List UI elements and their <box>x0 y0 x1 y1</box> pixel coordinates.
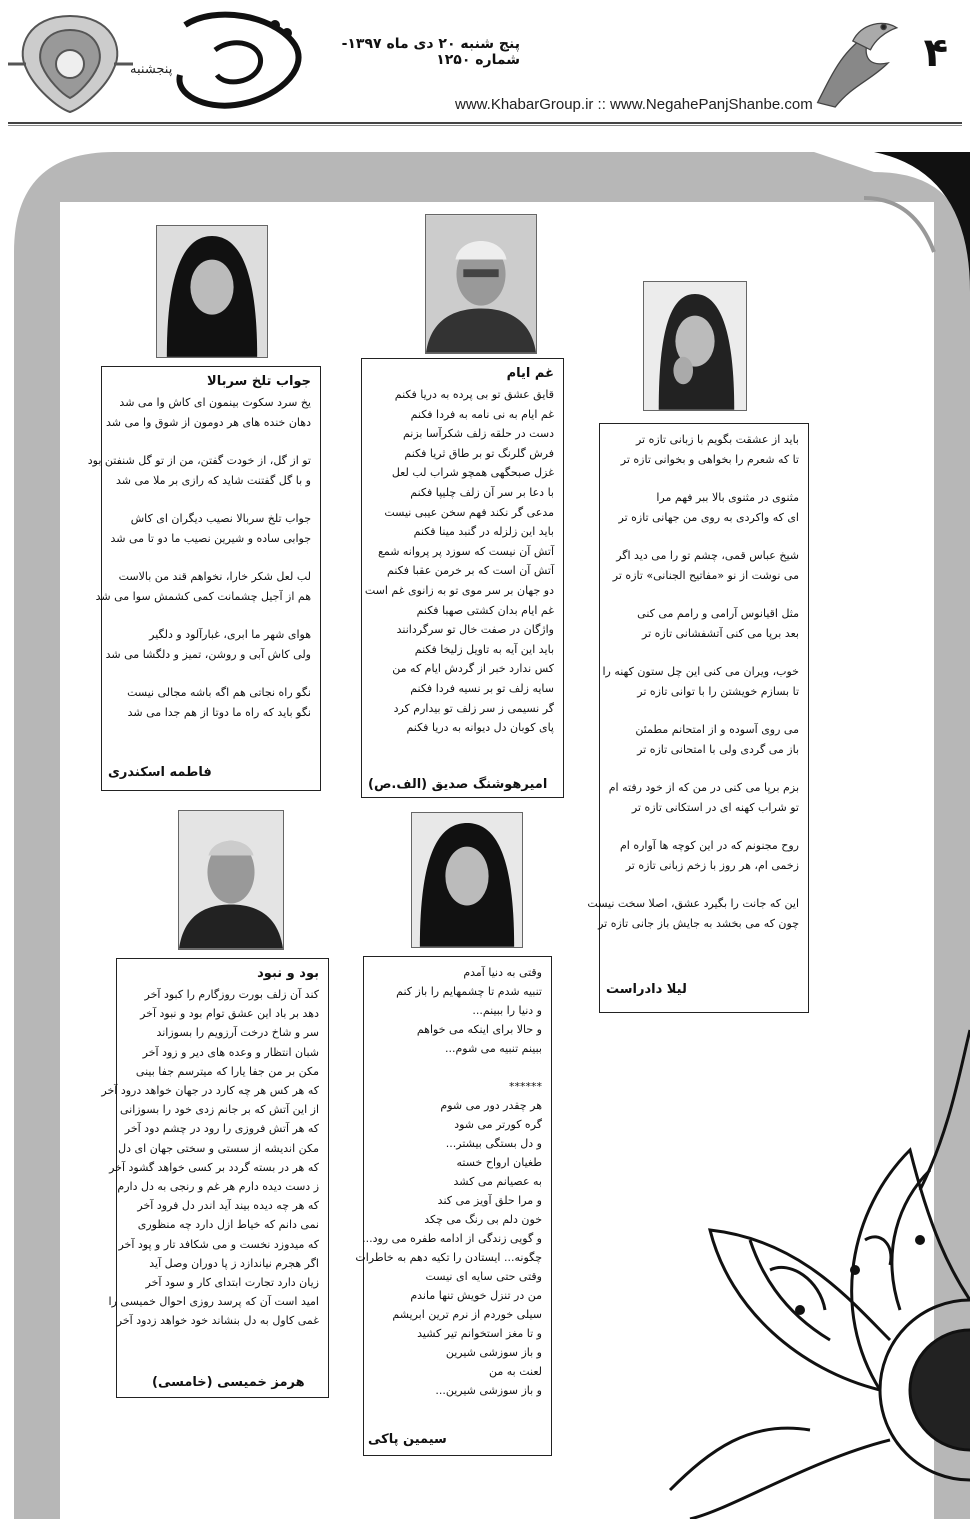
poem-title: جواب تلخ سربالا <box>207 374 311 389</box>
stanza <box>609 720 799 759</box>
poem-line: چگونه... ایستادن را تکیه دهم به خاطرات <box>355 1251 542 1264</box>
poem-line: مکن اندیشه از سستی و سختی جهان ای دل <box>118 1141 319 1155</box>
poem-line: بزم برپا می کنی در من که از خود رفته ام <box>608 781 799 794</box>
poem-line: که هر چه دیده بیند آید اندر دل فرود آخر <box>137 1199 319 1213</box>
poem-line: کس ندارد خبر از گردش ایام که من <box>392 662 554 676</box>
poem-line: سایه زلف تو بر نسیه فردا فکنم <box>410 681 554 695</box>
poem-line: و باز سوزشی شیرین <box>445 1346 542 1359</box>
poem-line: ولی کاش آبی و روشن، تمیز و دلگشا می شد <box>105 647 311 661</box>
portrait-leila-dadrast <box>643 281 747 411</box>
man-portrait-icon <box>179 811 283 949</box>
ornament-left <box>8 8 133 118</box>
poem-line: که میدوزد نخست و می شکافد تار و پود آخر <box>118 1237 319 1251</box>
poem-line: طغیان ارواح خسته <box>456 1156 542 1169</box>
portrait-hormoz-khamisi <box>178 810 284 950</box>
poem-line: می روی آسوده و از امتحانم مطمئن <box>635 723 799 736</box>
stanza <box>105 625 311 664</box>
poem-line: یخ سرد سکوت بینمون ای کاش وا می شد <box>119 396 311 409</box>
poem-line: هم از آجیل چشمانت کمی کشمش سوا می شد <box>95 589 311 603</box>
poem-line: گره کورتر می شود <box>454 1118 542 1131</box>
poem-line: نگو راه نجاتی هم اگه باشه مجالی نیست <box>127 686 311 699</box>
poem-line: هر چقدر دور می شوم <box>440 1099 542 1112</box>
poem-line: شبان انتظار و وعده های دیر و زود آخر <box>142 1045 319 1059</box>
poem-line: و دل بستگی بیشتر... <box>445 1137 542 1150</box>
poem-line: می نوشت از نو «مفاتیح الجنانی» تازه تر <box>612 568 799 582</box>
poem-line: و گویی زندگی از ادامه طفره می رود... <box>362 1232 542 1245</box>
poem-line: این که جانت را بگیرد عشق، اصلا سخت نیست <box>587 897 799 910</box>
woman-portrait-icon <box>644 282 746 410</box>
poem-line: جوابی ساده و شیرین نصیب ما دو تا می شد <box>110 531 311 545</box>
poem-line: زخمی ام، هر روز با زخم زبانی تازه تر <box>625 858 799 872</box>
poem-line: سیلی خوردم از نرم ترین ابریشم <box>392 1308 542 1321</box>
stanza <box>373 963 542 1058</box>
poem-line: مثل اقیانوس آرامی و رامم می کنی <box>637 607 799 620</box>
mandala-decoration <box>650 1010 970 1519</box>
poem-line: کند آن زلف بورت روزگارم را کبود آخر <box>144 988 319 1001</box>
poem-title: بود و نبود <box>257 966 319 981</box>
stanza <box>609 604 799 643</box>
poem-line: ببینم تنبیه می شوم... <box>444 1042 542 1055</box>
poem-line: من در تنزل خویش تنها ماندم <box>410 1289 542 1302</box>
stanza <box>609 778 799 817</box>
poem-line: با دعا بر سر آن زلف چلیپا فکنم <box>410 485 554 499</box>
author-name: هرمز خمیسی (خامسی) <box>152 1375 305 1390</box>
poem-line: لعنت به من <box>489 1365 542 1378</box>
page-number: ۴ <box>923 30 948 76</box>
poem-line: نگو باید که راه ما دوتا از هم جدا می شد <box>127 705 311 719</box>
stanza <box>95 567 311 606</box>
poem-line: و دنیا را ببینم... <box>472 1004 542 1017</box>
poem-line: باید از عشقت بگویم با زبانی تازه تر <box>635 433 799 446</box>
portrait-fatemeh-eskandari <box>156 225 268 358</box>
poem-box-bood-o-nabood <box>101 958 329 1398</box>
poem-line: آتش آن است که بر خرمن عقبا فکنم <box>387 564 554 578</box>
poem-line: که هر آتش فروزی را رود در چشم دود آخر <box>124 1122 319 1136</box>
poem-box-gham-ayyam <box>361 358 564 798</box>
author-name: سیمین پاکی <box>368 1432 447 1447</box>
stanza <box>355 1077 542 1400</box>
poem-line: زیان دارد تجارت ابتدای کار و سود آخر <box>145 1276 319 1290</box>
poem-line: غزل صبحگهی همچو شراب لب لعل <box>391 466 554 480</box>
poem-line: غمی کاول به دل بنشاند خود خواهد زدود آخر <box>116 1314 319 1328</box>
stanza <box>609 430 799 469</box>
stanza <box>587 894 799 933</box>
poem-line: باز می گردی ولی با امتحانی تازه تر <box>637 742 799 756</box>
poem-line: و تا مغز استخوانم تیر کشید <box>417 1327 542 1340</box>
poem-line: ای که واکردی به روی من جهانی تازه تر <box>618 510 799 524</box>
newspaper-header <box>0 0 970 140</box>
poem-line: خون دلم بی رنگ می چکد <box>424 1213 542 1226</box>
poem-line: وقتی حتی سایه ای نیست <box>425 1270 542 1283</box>
poem-line: باید این آیه به تاویل زلیخا فکنم <box>414 642 554 656</box>
poem-line: قایق عشق تو بی پرده به دریا فکنم <box>394 388 554 401</box>
author-name: فاطمه اسکندری <box>108 765 212 780</box>
poem-line: تنبیه شدم تا چشمهایم را باز کنم <box>396 985 542 998</box>
poem-line: و باز سوزشی شیرین... <box>435 1384 542 1397</box>
poem-line: غم ایام به نی نامه به فردا فکنم <box>410 407 554 421</box>
poem-line: ز دست دیده دارم هر غم و رنجی به دل دارم <box>117 1180 319 1194</box>
stanza <box>106 393 311 432</box>
poem-line: دو جهان بر سر موی تو به زانوی غم است <box>364 583 554 597</box>
poem-line: و با گل گفتنت شاید که رازی بر ملا می شد <box>116 473 311 487</box>
stanza <box>609 836 799 875</box>
poem-line: روح مجنونم که در این کوچه ها آواره ام <box>619 839 799 852</box>
phoenix-ornament <box>800 8 910 118</box>
poem-line: آتش آن نیست که سوزد پر پروانه شمع <box>377 544 554 558</box>
poem-line: خوب، ویران می کنی این چل ستون کهنه را <box>602 665 799 678</box>
stanza <box>609 488 799 527</box>
poem-box-taze-tar <box>587 423 809 1013</box>
poem-line: مکن بر من جفا یارا که میترسم جفا بینی <box>135 1064 319 1078</box>
poem-line: مثنوی در مثنوی بالا ببر فهم مرا <box>656 491 799 504</box>
woman-portrait-icon <box>157 226 267 357</box>
poem-line: فرش گلرنگ تو بر طاق ثریا فکنم <box>404 446 554 460</box>
poem-line: دهان خنده های هر دومون از شوق وا می شد <box>106 415 311 429</box>
poem-line: سر و شاخ درخت آرزویم را بسوزاند <box>156 1026 319 1040</box>
poem-line: پای کوبان دل دیوانه به دریا فکنم <box>406 721 554 735</box>
poem-line: واژگان در صفت خال تو سرگردانند <box>396 623 554 637</box>
poem-box-simin <box>355 956 552 1456</box>
poem-line: اگر هجرم نیاندازد ز پا دوران وصل آید <box>149 1256 319 1270</box>
stanza <box>111 683 311 722</box>
poem-line: باید این زلزله در گنبد مینا فکنم <box>413 525 554 539</box>
poem-line: شیخ عباس قمی، چشم تو را می دید اگر <box>616 549 799 562</box>
poem-line: و حالا برای اینکه می خواهم <box>416 1023 542 1036</box>
poem-line: گر نسیمی ز سر زلف تو بیدارم کرد <box>393 701 554 715</box>
poem-line: جواب تلخ سربالا نصیب دیگران ای کاش <box>130 512 311 525</box>
poem-line: لب لعل شکر خارا، نخواهم قند من بالاست <box>118 570 311 583</box>
author-name: لیلا دادراست <box>606 982 687 997</box>
poem-line: از این آتش که بر جانم زدی خود را بسوزانی <box>120 1103 319 1117</box>
poem-line: که هر در بسته گردد بر کسی خواهد گشود آخر <box>109 1160 319 1174</box>
poem-line: ****** <box>509 1080 542 1093</box>
poem-line: مدعی گر نکند فهم سخن عیبی نیست <box>384 505 554 519</box>
issue-line: پنج شنبه ۲۰ دی ماه ۱۳۹۷- شماره ۱۲۵۰ <box>341 36 520 68</box>
stanza <box>87 451 311 490</box>
poem-line: امید است آن که پرسد روزی احوال خمیسی را <box>108 1295 319 1309</box>
stanza <box>609 546 799 585</box>
poem-line: به عصیانم می کشد <box>453 1175 542 1188</box>
poem-line: دهد بر باد این عشق توام بود و نبود آخر <box>140 1007 319 1021</box>
poem-line: نمی دانم که خیاط ازل دارد چه منظوری <box>137 1218 319 1232</box>
poem-line: چون که می بخشد به جایش باز جانی تازه تر <box>598 916 799 930</box>
portrait-simin-paki <box>411 812 523 948</box>
poem-line: تا که شعرم را بخواهی و بخوانی تازه تر <box>620 452 799 466</box>
header-rule <box>8 122 962 126</box>
poem-line: وقتی به دنیا آمدم <box>463 966 542 979</box>
portrait-amirhooshang-sedigh <box>425 214 537 354</box>
poem-line: هوای شهر ما ابری، غبارآلود و دلگیر <box>149 628 311 641</box>
poem-line: بعد برپا می کنی آتشفشانی تازه تر <box>642 626 799 640</box>
poem-line: که هر کس هر چه کارد در جهان خواهد درود آخر <box>101 1084 319 1098</box>
man-portrait-icon <box>426 215 536 353</box>
poem-title: غم ایام <box>506 366 554 381</box>
woman-portrait-icon <box>412 813 522 947</box>
poem-box-javab-talkh <box>87 366 321 791</box>
poem-line: دست در حلقه زلف شکرآسا بزنم <box>402 427 554 441</box>
author-name: امیرهوشنگ صدیق (الف.ص) <box>368 777 548 792</box>
poem-line: تو از گل، از خودت گفتن، من از تو گل شنفتن بود <box>87 454 311 467</box>
stanza <box>602 662 799 701</box>
logo-subtitle: پنجشنبه <box>130 62 173 77</box>
poem-line: تو شراب کهنه ای در استکانی تازه تر <box>631 800 799 814</box>
website-links: www.KhabarGroup.ir :: www.NegahePanjShanbe.com <box>455 96 813 113</box>
poem-line: غم ایام بدان کشتی صهبا فکنم <box>416 603 554 617</box>
poem-line: تا بسازم خویشتن را با توانی تازه تر <box>637 684 799 698</box>
stanza <box>111 509 311 548</box>
poem-line: و مرا حلق آویز می کند <box>437 1194 542 1207</box>
